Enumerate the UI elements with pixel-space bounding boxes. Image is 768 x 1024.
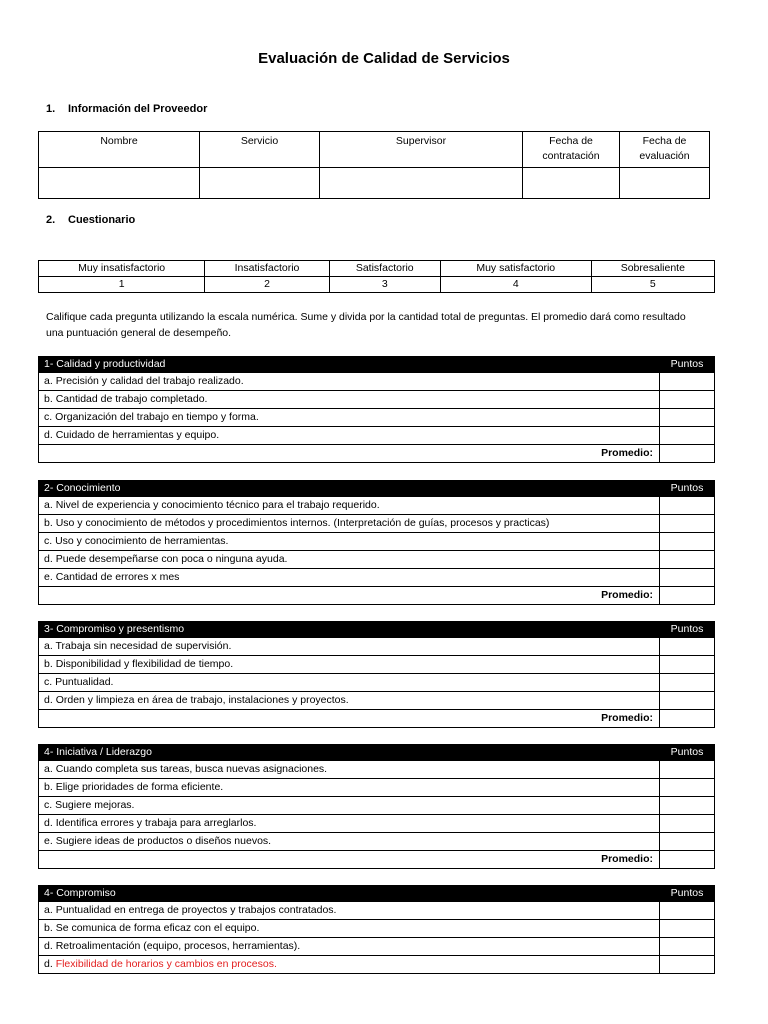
question-row (39, 815, 660, 833)
question-text: Cantidad de errores x mes (55, 571, 180, 583)
points-field[interactable] (660, 833, 715, 851)
rating-scale-table (38, 260, 715, 293)
question-text: Uso y conocimiento de herramientas. (55, 535, 229, 547)
points-header: Puntos (660, 622, 715, 638)
section-2-number: 2. (46, 214, 56, 226)
question-letter: a. (44, 375, 53, 387)
question-row (39, 533, 660, 551)
question-text: Cuando completa sus tareas, busca nuevas asignaciones. (55, 763, 328, 775)
question-row (39, 497, 660, 515)
points-field[interactable] (660, 761, 715, 779)
question-row (39, 391, 660, 409)
points-field[interactable] (660, 391, 715, 409)
scale-value: 3 (329, 277, 440, 293)
scale-value: 2 (205, 277, 329, 293)
points-field[interactable] (660, 779, 715, 797)
scale-label: Muy satisfactorio (440, 261, 591, 277)
section-2-heading (46, 214, 135, 226)
evaluation-section-table (38, 885, 715, 974)
question-text: Se comunica de forma eficaz con el equipo. (55, 922, 260, 934)
question-letter: c. (44, 799, 53, 811)
question-row (39, 692, 660, 710)
question-row (39, 902, 660, 920)
question-letter: c. (44, 676, 53, 688)
average-label: Promedio: (39, 851, 660, 869)
fecha-evaluacion-field[interactable] (620, 168, 710, 199)
average-label: Promedio: (39, 445, 660, 463)
question-text: Orden y limpieza en área de trabajo, instalaciones y proyectos. (55, 694, 349, 706)
average-field[interactable] (660, 710, 715, 728)
question-row (39, 656, 660, 674)
question-letter: a. (44, 499, 53, 511)
evaluation-section-table (38, 480, 715, 605)
scale-value: 4 (440, 277, 591, 293)
question-letter: e. (44, 571, 53, 583)
section-title: 1- Calidad y productividad (39, 357, 660, 373)
question-row (39, 427, 660, 445)
points-field[interactable] (660, 815, 715, 833)
scale-value: 5 (591, 277, 714, 293)
points-field[interactable] (660, 956, 715, 974)
question-letter: d. (44, 940, 53, 952)
points-header: Puntos (660, 745, 715, 761)
question-text: Puntualidad. (55, 676, 114, 688)
question-letter: e. (44, 835, 53, 847)
scale-value: 1 (39, 277, 205, 293)
evaluation-section-table (38, 621, 715, 728)
question-text: Retroalimentación (equipo, procesos, herramientas). (55, 940, 301, 952)
points-header: Puntos (660, 357, 715, 373)
question-text: Puede desempeñarse con poca o ninguna ayuda. (55, 553, 288, 565)
question-text: Identifica errores y trabaja para arreglarlos. (55, 817, 257, 829)
question-letter: d. (44, 817, 53, 829)
points-field[interactable] (660, 427, 715, 445)
question-letter: b. (44, 922, 53, 934)
points-field[interactable] (660, 674, 715, 692)
points-field[interactable] (660, 533, 715, 551)
question-text: Cuidado de herramientas y equipo. (55, 429, 220, 441)
average-field[interactable] (660, 851, 715, 869)
points-field[interactable] (660, 938, 715, 956)
question-letter: d. (44, 958, 53, 970)
question-text: Uso y conocimiento de métodos y procedimientos internos. (Interpretación de guías, procesos y practicas) (55, 517, 550, 529)
evaluation-section-table (38, 744, 715, 869)
col-servicio: Servicio (200, 132, 320, 168)
average-field[interactable] (660, 445, 715, 463)
question-text: Organización del trabajo en tiempo y forma. (55, 411, 259, 423)
points-field[interactable] (660, 638, 715, 656)
question-row (39, 956, 660, 974)
average-label: Promedio: (39, 710, 660, 728)
question-text: Trabaja sin necesidad de supervisión. (55, 640, 232, 652)
question-row (39, 409, 660, 427)
col-supervisor: Supervisor (320, 132, 523, 168)
average-field[interactable] (660, 587, 715, 605)
evaluation-section-table (38, 356, 715, 463)
points-field[interactable] (660, 497, 715, 515)
question-letter: b. (44, 781, 53, 793)
nombre-field[interactable] (39, 168, 200, 199)
question-letter: b. (44, 393, 53, 405)
scale-label: Satisfactorio (329, 261, 440, 277)
question-row (39, 551, 660, 569)
section-title: 4- Iniciativa / Liderazgo (39, 745, 660, 761)
question-text: Disponibilidad y flexibilidad de tiempo. (55, 658, 234, 670)
question-text: Cantidad de trabajo completado. (55, 393, 208, 405)
question-row (39, 833, 660, 851)
question-row (39, 938, 660, 956)
section-2-title: Cuestionario (68, 214, 136, 226)
question-letter: a. (44, 640, 53, 652)
points-field[interactable] (660, 551, 715, 569)
question-letter: c. (44, 411, 53, 423)
question-text: Elige prioridades de forma eficiente. (55, 781, 224, 793)
question-text: Precisión y calidad del trabajo realizado. (55, 375, 244, 387)
points-header: Puntos (660, 481, 715, 497)
servicio-field[interactable] (200, 168, 320, 199)
question-text: Sugiere ideas de productos o diseños nuevos. (55, 835, 272, 847)
instructions-text: Califique cada pregunta utilizando la escala numérica. Sume y divida por la cantidad total de preguntas. El promedio dará como resultado una puntuación general de desempeño. (46, 311, 686, 339)
points-field[interactable] (660, 569, 715, 587)
section-title: 2- Conocimiento (39, 481, 660, 497)
points-field[interactable] (660, 656, 715, 674)
section-1-heading (46, 103, 207, 115)
question-letter: b. (44, 658, 53, 670)
page-title: Evaluación de Calidad de Servicios (258, 50, 510, 67)
section-1-number: 1. (46, 103, 56, 115)
question-row (39, 920, 660, 938)
points-field[interactable] (660, 692, 715, 710)
question-text: Sugiere mejoras. (55, 799, 135, 811)
scale-label: Muy insatisfactorio (39, 261, 205, 277)
question-row (39, 674, 660, 692)
question-letter: d. (44, 553, 53, 565)
question-row (39, 761, 660, 779)
question-letter: d. (44, 429, 53, 441)
question-row (39, 569, 660, 587)
question-letter: a. (44, 763, 53, 775)
question-row (39, 779, 660, 797)
question-letter: a. (44, 904, 53, 916)
points-header: Puntos (660, 886, 715, 902)
question-text: Nivel de experiencia y conocimiento técnico para el trabajo requerido. (55, 499, 380, 511)
points-field[interactable] (660, 515, 715, 533)
section-title: 3- Compromiso y presentismo (39, 622, 660, 638)
provider-info-table (38, 131, 710, 199)
question-row (39, 515, 660, 533)
points-field[interactable] (660, 902, 715, 920)
points-field[interactable] (660, 373, 715, 391)
scale-label: Insatisfactorio (205, 261, 329, 277)
supervisor-field[interactable] (320, 168, 523, 199)
question-letter: d. (44, 694, 53, 706)
fecha-contratacion-field[interactable] (523, 168, 620, 199)
question-text: Flexibilidad de horarios y cambios en procesos. (55, 958, 277, 970)
section-1-title: Información del Proveedor (68, 103, 208, 115)
points-field[interactable] (660, 409, 715, 427)
col-nombre: Nombre (39, 132, 200, 168)
scale-label: Sobresaliente (591, 261, 714, 277)
points-field[interactable] (660, 797, 715, 815)
question-letter: b. (44, 517, 53, 529)
points-field[interactable] (660, 920, 715, 938)
col-fecha-evaluacion: Fecha de evaluación (620, 132, 710, 168)
question-row (39, 638, 660, 656)
col-fecha-contratacion: Fecha de contratación (523, 132, 620, 168)
question-row (39, 797, 660, 815)
question-letter: c. (44, 535, 53, 547)
question-text: Puntualidad en entrega de proyectos y trabajos contratados. (55, 904, 337, 916)
question-row (39, 373, 660, 391)
section-title: 4- Compromiso (39, 886, 660, 902)
average-label: Promedio: (39, 587, 660, 605)
